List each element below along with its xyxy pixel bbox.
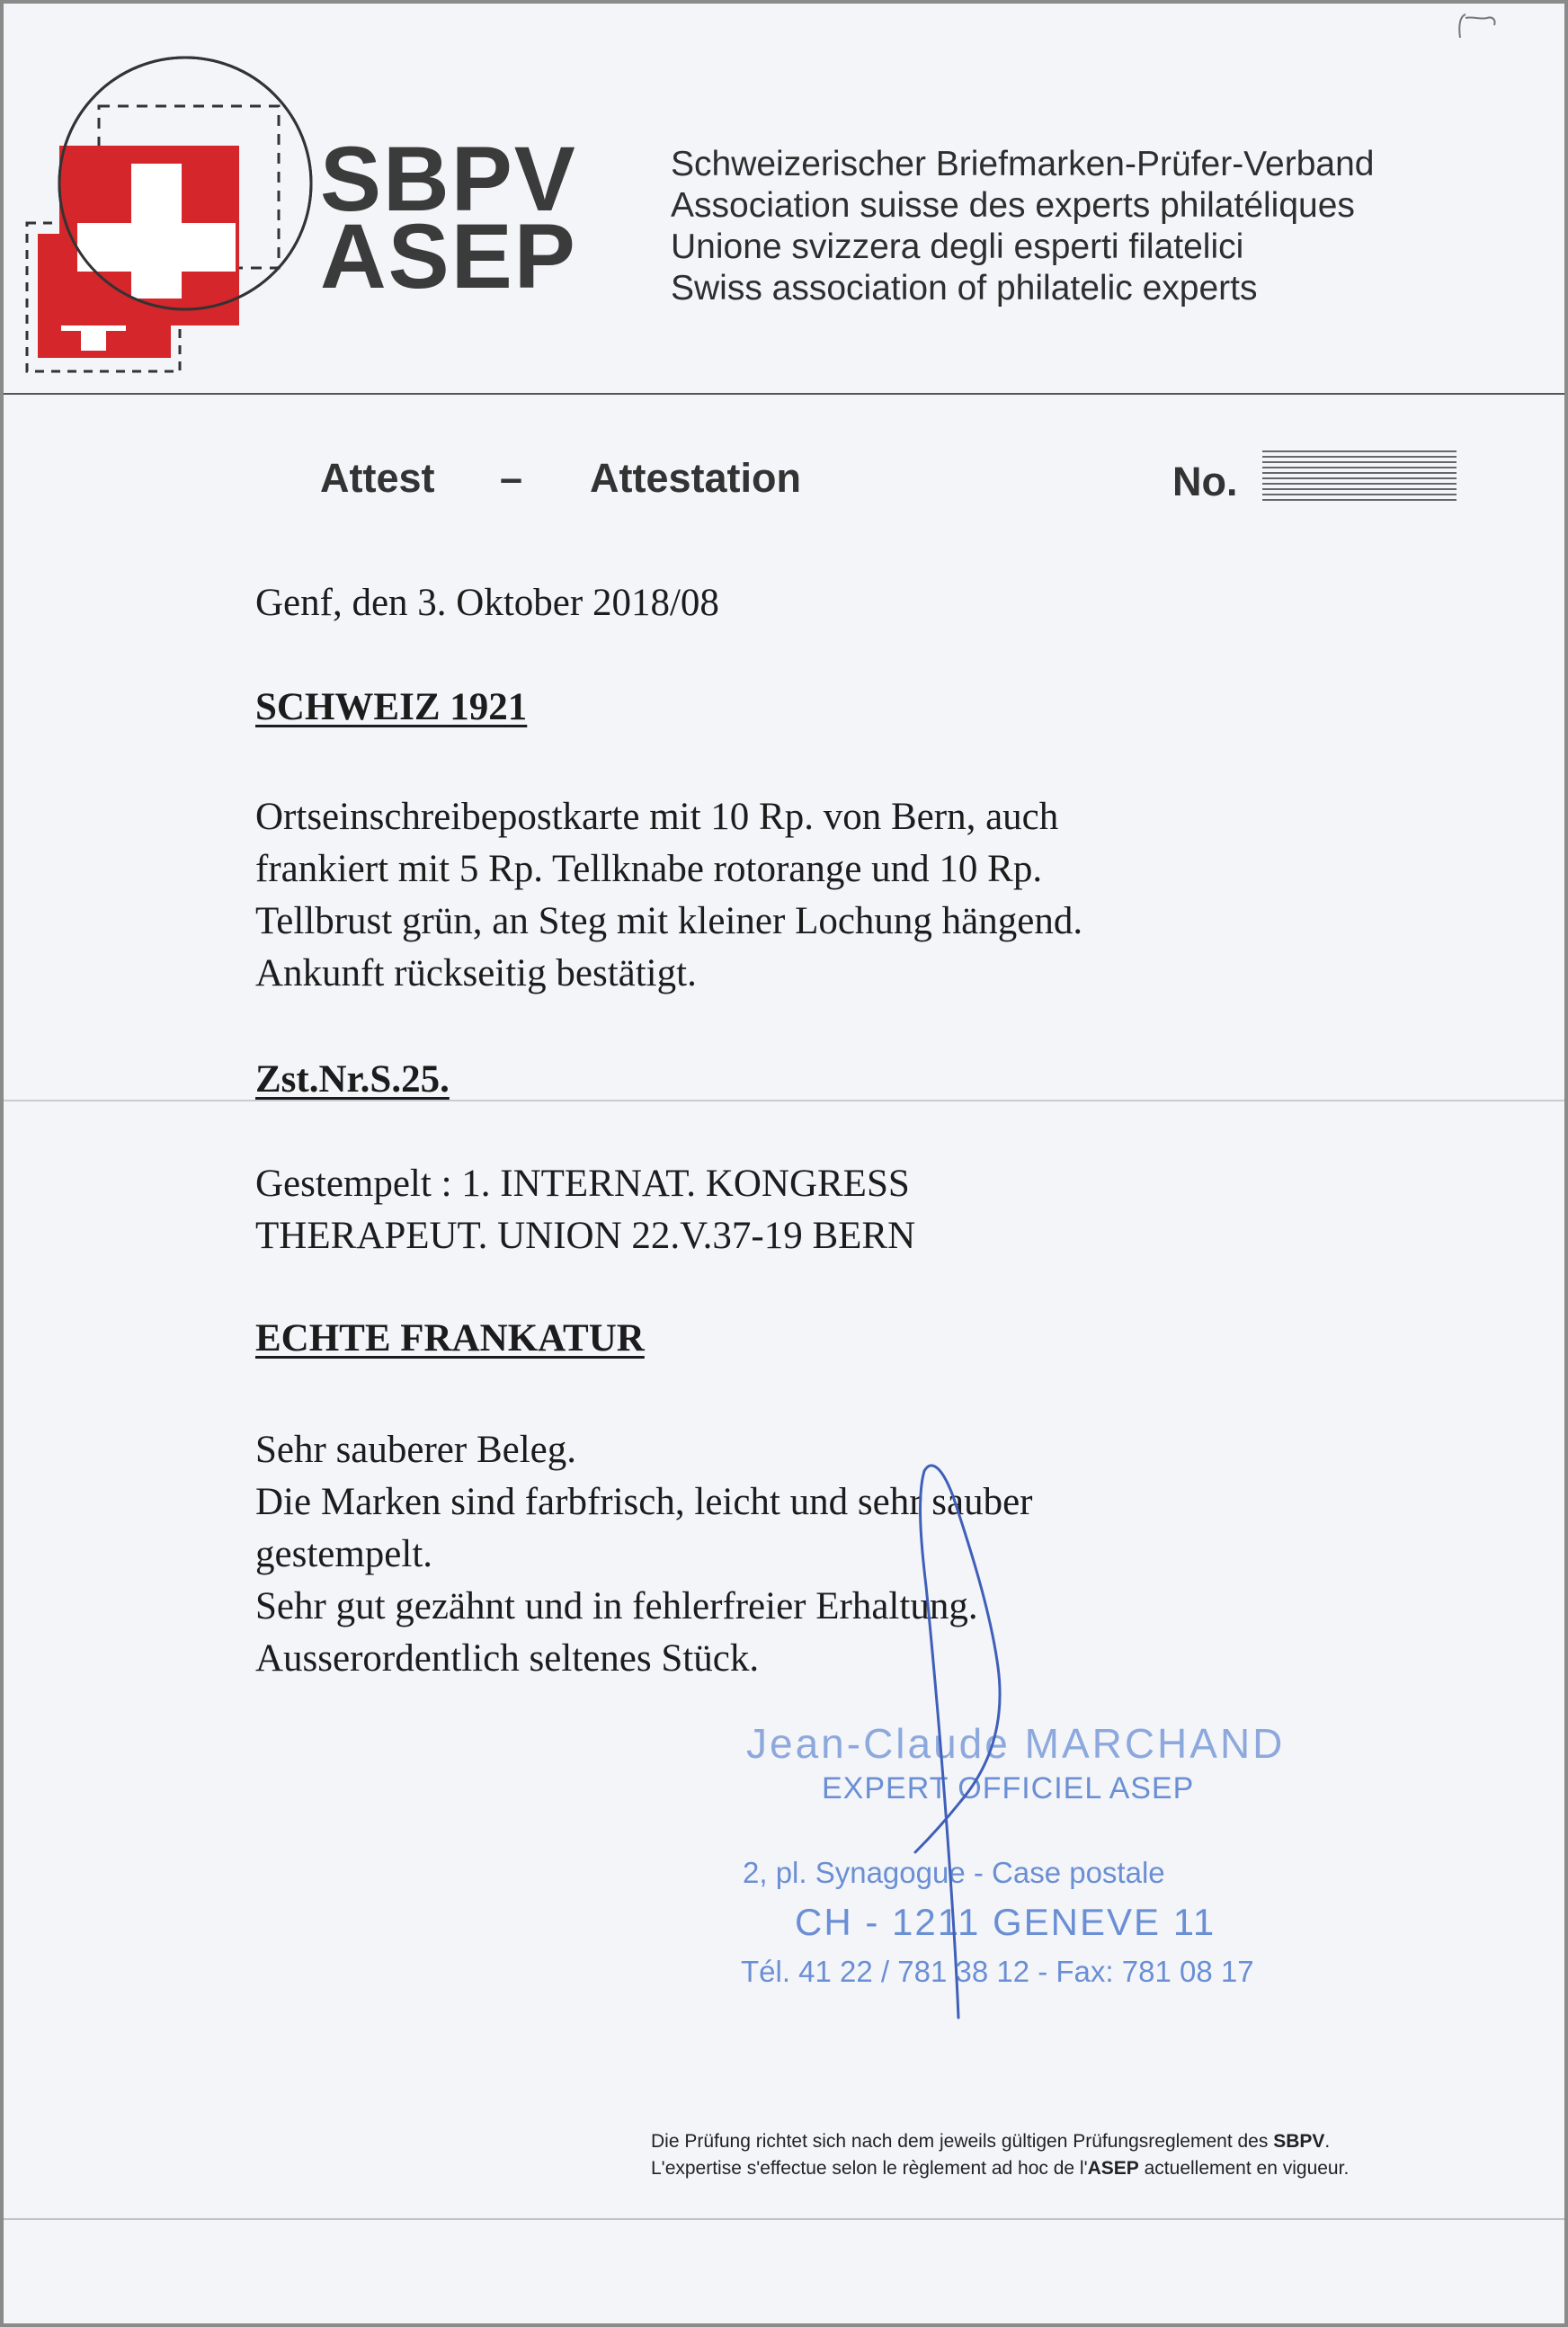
stamp-phone: Tél. 41 22 / 781 38 12 - Fax: 781 08 17	[741, 1955, 1254, 1988]
description-line: Ortseinschreibepostkarte mit 10 Rp. von Bern, auch	[255, 796, 1059, 838]
paper-fold-line	[4, 1100, 1564, 1101]
catalog-number: Zst.Nr.S.25.	[255, 1058, 450, 1101]
certificate-page	[4, 4, 1564, 2323]
logo-sbpv-text: SBPV	[320, 128, 577, 230]
upper-stamp-icon	[59, 58, 311, 325]
verdict-heading: ECHTE FRANKATUR	[255, 1317, 645, 1360]
footer-notice	[651, 2128, 1349, 2182]
condition-line: Sehr gut gezähnt und in fehlerfreier Erhaltung.	[255, 1585, 978, 1627]
cancellation-line: THERAPEUT. UNION 22.V.37-19 BERN	[255, 1215, 916, 1257]
description-line: frankiert mit 5 Rp. Tellknabe rotorange und 10 Rp.	[255, 848, 1043, 890]
title-attestation: Attestation	[590, 455, 801, 501]
footer-line-de: Die Prüfung richtet sich nach dem jeweils gültigen Prüfungsreglement des SBPV.	[651, 2131, 1331, 2152]
logo-asep-text: ASEP	[320, 205, 577, 308]
association-name-it: Unione svizzera degli esperti filatelici	[671, 227, 1244, 266]
cancellation	[255, 1158, 915, 1262]
stamp-address: 2, pl. Synagogue - Case postale	[743, 1856, 1165, 1889]
description-line: Ankunft rückseitig bestätigt.	[255, 952, 697, 994]
certificate-number-redacted	[1262, 450, 1457, 501]
description-line: Tellbrust grün, an Steg mit kleiner Lochung hängend.	[255, 900, 1083, 942]
description	[255, 791, 1082, 1000]
cancellation-line: Gestempelt : 1. INTERNAT. KONGRESS	[255, 1163, 910, 1205]
condition-line: Sehr sauberer Beleg.	[255, 1429, 576, 1471]
header-divider	[4, 393, 1564, 395]
pencil-mark	[1453, 7, 1507, 43]
association-names	[671, 144, 1374, 309]
association-name-de: Schweizerischer Briefmarken-Prüfer-Verband	[671, 145, 1375, 183]
place-date: Genf, den 3. Oktober 2018/08	[255, 582, 719, 624]
logo-wordmark	[320, 128, 577, 308]
condition-line: Ausserordentlich seltenes Stück.	[255, 1637, 760, 1680]
bottom-divider	[4, 2218, 1564, 2220]
footer-line-fr: L'expertise s'effectue selon le règlement ad hoc de l'ASEP actuellement en vigueur.	[651, 2158, 1350, 2179]
association-name-fr: Association suisse des experts philatéliques	[671, 186, 1355, 225]
title-attest: Attest	[320, 455, 435, 501]
stamp-city: CH - 1211 GENEVE 11	[795, 1901, 1216, 1943]
sbpv-asep-logo	[9, 52, 315, 376]
association-name-en: Swiss association of philatelic experts	[671, 269, 1258, 308]
title-dash: –	[500, 455, 523, 501]
condition-line: Die Marken sind farbfrisch, leicht und sehr sauber	[255, 1481, 1033, 1523]
heading-country: SCHWEIZ 1921	[255, 686, 528, 728]
stamp-expert-title: EXPERT OFFICIEL ASEP	[822, 1771, 1195, 1805]
number-label: No.	[1172, 459, 1238, 504]
stamp-expert-name: Jean-Claude MARCHAND	[746, 1720, 1286, 1767]
expert-signature	[885, 1460, 1047, 2036]
condition-line: gestempelt.	[255, 1533, 433, 1575]
